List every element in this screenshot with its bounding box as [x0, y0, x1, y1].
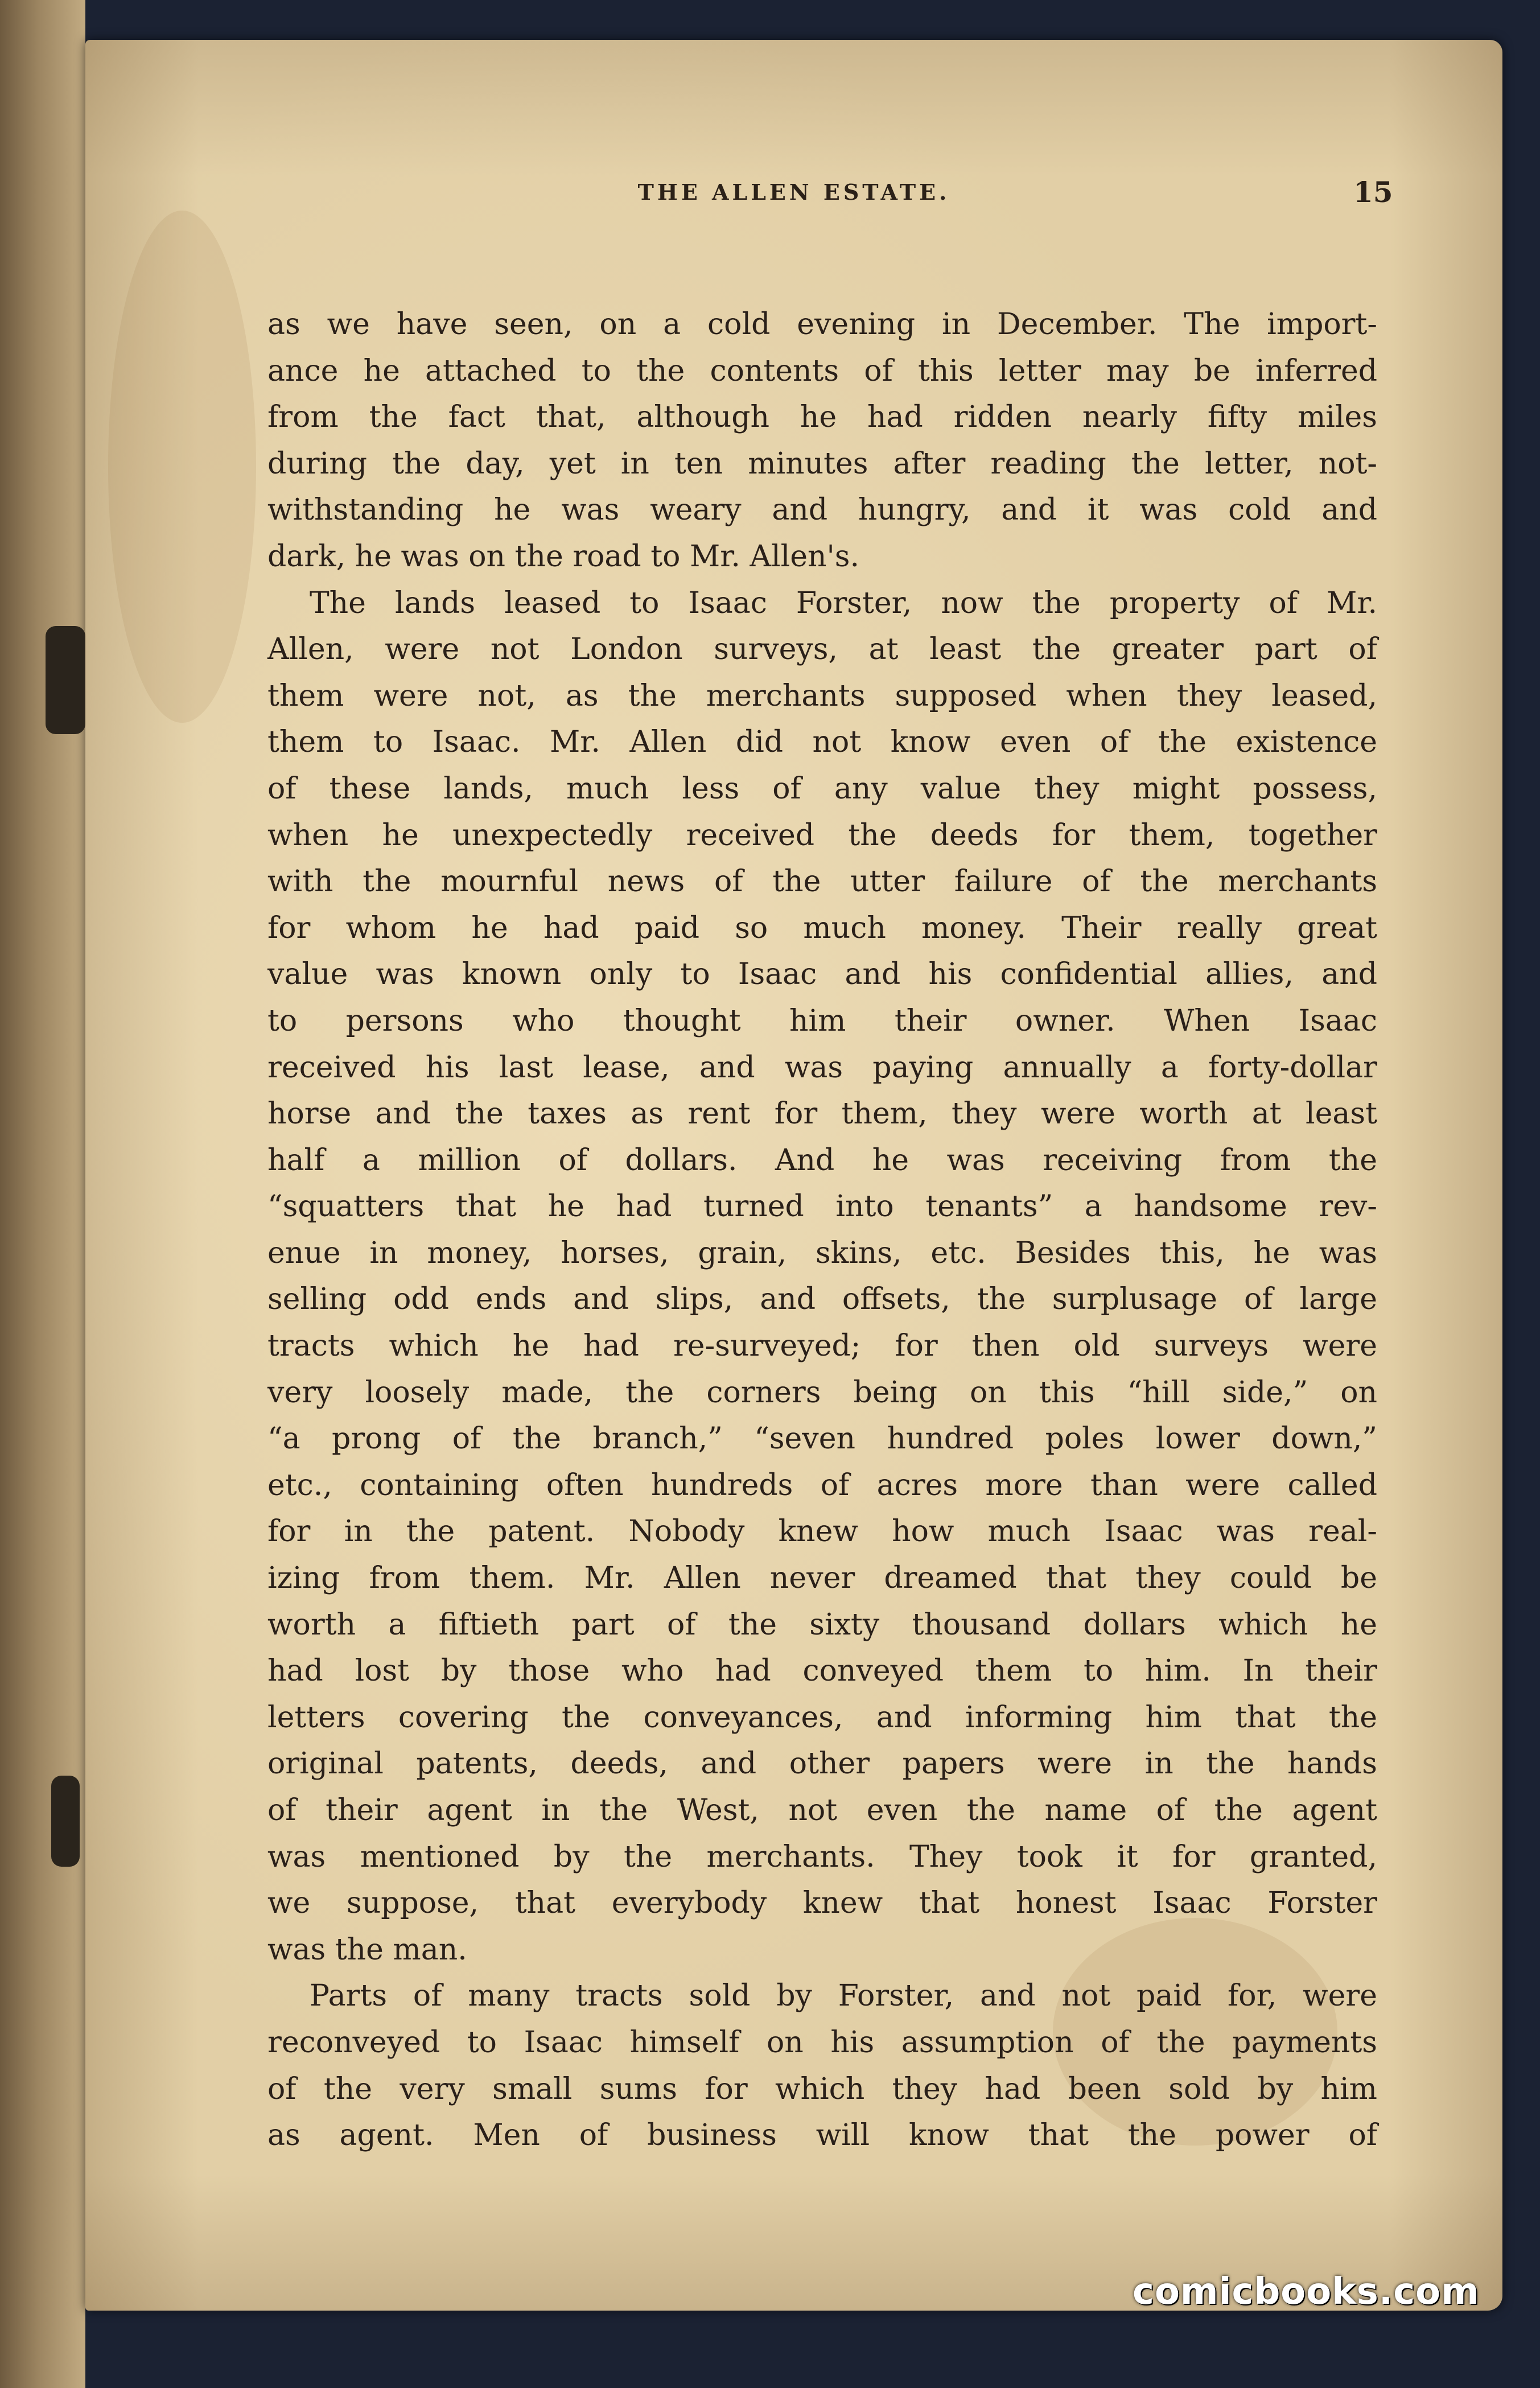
text-line: from the fact that, although he had ridden nearly fifty miles	[267, 400, 1377, 435]
book-page	[85, 40, 1502, 2311]
page-number: 15	[1353, 175, 1393, 209]
text-line: with the mournful news of the utter failure of the merchants	[267, 864, 1377, 899]
text-line: of these lands, much less of any value they might possess,	[267, 771, 1377, 806]
text-line: was mentioned by the merchants. They took it for granted,	[267, 1839, 1377, 1874]
text-line: horse and the taxes as rent for them, they were worth at least	[267, 1097, 1377, 1131]
text-line: was the man.	[267, 1932, 467, 1967]
text-line: izing from them. Mr. Allen never dreamed that they could be	[267, 1561, 1377, 1596]
running-head: THE ALLEN ESTATE.	[637, 179, 950, 205]
text-line: worth a fiftieth part of the sixty thousand dollars which he	[267, 1607, 1377, 1642]
text-line: during the day, yet in ten minutes after reading the letter, not-	[267, 446, 1377, 481]
text-line: reconveyed to Isaac himself on his assumption of the payments	[267, 2025, 1377, 2060]
text-line: for in the patent. Nobody knew how much Isaac was real-	[267, 1514, 1377, 1549]
watermark: comicbooks.com	[1133, 2271, 1480, 2313]
text-line: “a prong of the branch,” “seven hundred poles lower down,”	[267, 1422, 1377, 1456]
text-line: them were not, as the merchants supposed when they leased,	[267, 678, 1377, 713]
text-line: dark, he was on the road to Mr. Allen's.	[267, 539, 859, 574]
text-line: as agent. Men of business will know that the power of	[267, 2118, 1377, 2153]
paper-stain	[108, 211, 256, 723]
body-text	[267, 302, 1377, 2159]
text-line: ance he attached to the contents of this letter may be inferred	[267, 353, 1377, 388]
text-line: original patents, deeds, and other papers were in the hands	[267, 1747, 1377, 1781]
text-line: had lost by those who had conveyed them to him. In their	[267, 1654, 1377, 1689]
text-line: of the very small sums for which they had been sold by him	[267, 2072, 1377, 2106]
binding-hole-upper	[46, 626, 85, 734]
text-line: Parts of many tracts sold by Forster, and not paid for, were	[310, 1979, 1377, 2014]
text-line: Allen, were not London surveys, at least the greater part of	[267, 632, 1377, 667]
text-line: to persons who thought him their owner. When Isaac	[267, 1003, 1377, 1038]
binding-hole-lower	[51, 1776, 80, 1867]
text-line: very loosely made, the corners being on this “hill side,” on	[267, 1375, 1377, 1410]
text-line: “squatters that he had turned into tenants” a handsome rev-	[267, 1189, 1377, 1224]
text-line: them to Isaac. Mr. Allen did not know even of the existence	[267, 725, 1377, 760]
text-line: enue in money, horses, grain, skins, etc. Besides this, he was	[267, 1236, 1377, 1270]
text-line: tracts which he had re-surveyed; for then old surveys were	[267, 1329, 1377, 1364]
text-line: as we have seen, on a cold evening in December. The import-	[267, 307, 1377, 341]
facing-page-edge	[0, 0, 85, 2388]
text-line: withstanding he was weary and hungry, and it was cold and	[267, 493, 1377, 528]
text-line: value was known only to Isaac and his confidential allies, and	[267, 957, 1377, 992]
text-line: of their agent in the West, not even the name of the agent	[267, 1793, 1377, 1827]
text-line: half a million of dollars. And he was receiving from the	[267, 1143, 1377, 1177]
text-line: selling odd ends and slips, and offsets, the surplusage of large	[267, 1282, 1377, 1317]
text-line: letters covering the conveyances, and informing him that the	[267, 1700, 1377, 1735]
text-line: etc., containing often hundreds of acres more than were called	[267, 1468, 1377, 1502]
text-line: when he unexpectedly received the deeds for them, together	[267, 818, 1377, 853]
text-line: for whom he had paid so much money. Their really great	[267, 911, 1377, 945]
text-line: received his last lease, and was paying annually a forty-dollar	[267, 1050, 1377, 1085]
text-line: The lands leased to Isaac Forster, now the property of Mr.	[310, 586, 1377, 620]
text-line: we suppose, that everybody knew that honest Isaac Forster	[267, 1886, 1377, 1921]
